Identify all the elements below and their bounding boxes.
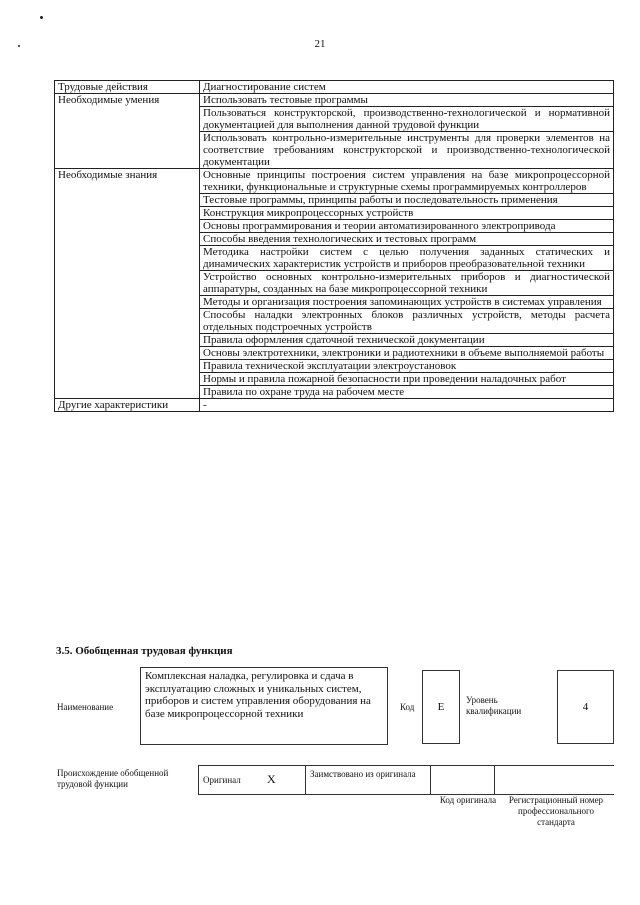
row-group-label: Необходимые умения (55, 94, 200, 169)
table-row (55, 169, 614, 194)
table-cell: Конструкция микропроцессорных устройств (200, 207, 614, 220)
qualification-level-label: Уровень квалификации (466, 695, 522, 716)
row-group-label: Необходимые знания (55, 169, 200, 399)
table-cell: Правила оформления сдаточной технической документации (200, 334, 614, 347)
table-cell: Основы электротехники, электроники и радиотехники в объеме выполняемой работы (200, 347, 614, 360)
table-cell: Использовать контрольно-измерительные инструменты для проверки элементов на соответствие требованиям конструкторской и производственно-технологической документации (200, 132, 614, 169)
borrowed-cell (306, 766, 431, 794)
table-cell: Способы наладки электронных блоков различных устройств, методы расчета отдельных подстроечных устройств (200, 309, 614, 334)
reg-number-cell (495, 766, 614, 794)
table-row (55, 399, 614, 412)
row-group-label: Другие характеристики (55, 399, 200, 412)
origin-label: Происхождение обобщенной трудовой функции (57, 768, 169, 789)
code-original-caption: Код оригинала (439, 795, 497, 805)
original-label: Оригинал (203, 775, 241, 785)
table-cell: Устройство основных контрольно-измерительных приборов и диагностической аппаратуры, созданных на базе микропроцессорной техники (200, 271, 614, 296)
name-label: Наименование (57, 702, 114, 712)
qualification-level-value: 4 (582, 701, 589, 713)
scan-speck (40, 16, 43, 19)
table-cell: Методика настройки систем с целью получения заданных статических и динамических характеристик устройств и приборов преобразовательной техники (200, 246, 614, 271)
table-cell: Способы введения технологических и тестовых программ (200, 233, 614, 246)
code-original-cell (431, 766, 495, 794)
table-cell: Основы программирования и теории автоматизированного электропривода (200, 220, 614, 233)
table-cell: Диагностирование систем (200, 81, 614, 94)
origin-row (198, 765, 614, 795)
table-cell: Правила по охране труда на рабочем месте (200, 386, 614, 399)
code-value: E (437, 701, 445, 713)
page-number: 21 (314, 38, 326, 50)
reg-number-caption: Регистрационный номер профессионального стандарта (508, 795, 604, 827)
table-row (55, 94, 614, 107)
table-cell: - (200, 399, 614, 412)
code-value-box (422, 670, 460, 744)
table-cell: Тестовые программы, принципы работы и последовательность применения (200, 194, 614, 207)
table-cell: Использовать тестовые программы (200, 94, 614, 107)
code-label: Код (400, 702, 415, 712)
row-group-label: Трудовые действия (55, 81, 200, 94)
table-row (55, 81, 614, 94)
scan-speck (18, 45, 20, 47)
original-mark: X (267, 772, 276, 786)
table-cell: Методы и организация построения запоминающих устройств в системах управления (200, 296, 614, 309)
qualification-level-box (557, 670, 614, 744)
original-cell (198, 766, 306, 794)
table-cell: Нормы и правила пожарной безопасности при проведении наладочных работ (200, 373, 614, 386)
table-cell: Правила технической эксплуатации электроустановок (200, 360, 614, 373)
function-name-box: Комплексная наладка, регулировка и сдача в эксплуатацию сложных и уникальных систем, приборов и систем управления оборудования на базе микропроцессорной техники (140, 667, 388, 745)
section-title: 3.5. Обобщенная трудовая функция (56, 645, 233, 657)
borrowed-label: Заимствовано из оригинала (310, 769, 416, 779)
table-cell: Основные принципы построения систем управления на базе микропроцессорной техники, функциональные и структурные схемы программируемых контроллеров (200, 169, 614, 194)
table-cell: Пользоваться конструкторской, производственно-технологической и нормативной документацией для выполнения данной трудовой функции (200, 107, 614, 132)
labor-functions-table (54, 80, 614, 412)
